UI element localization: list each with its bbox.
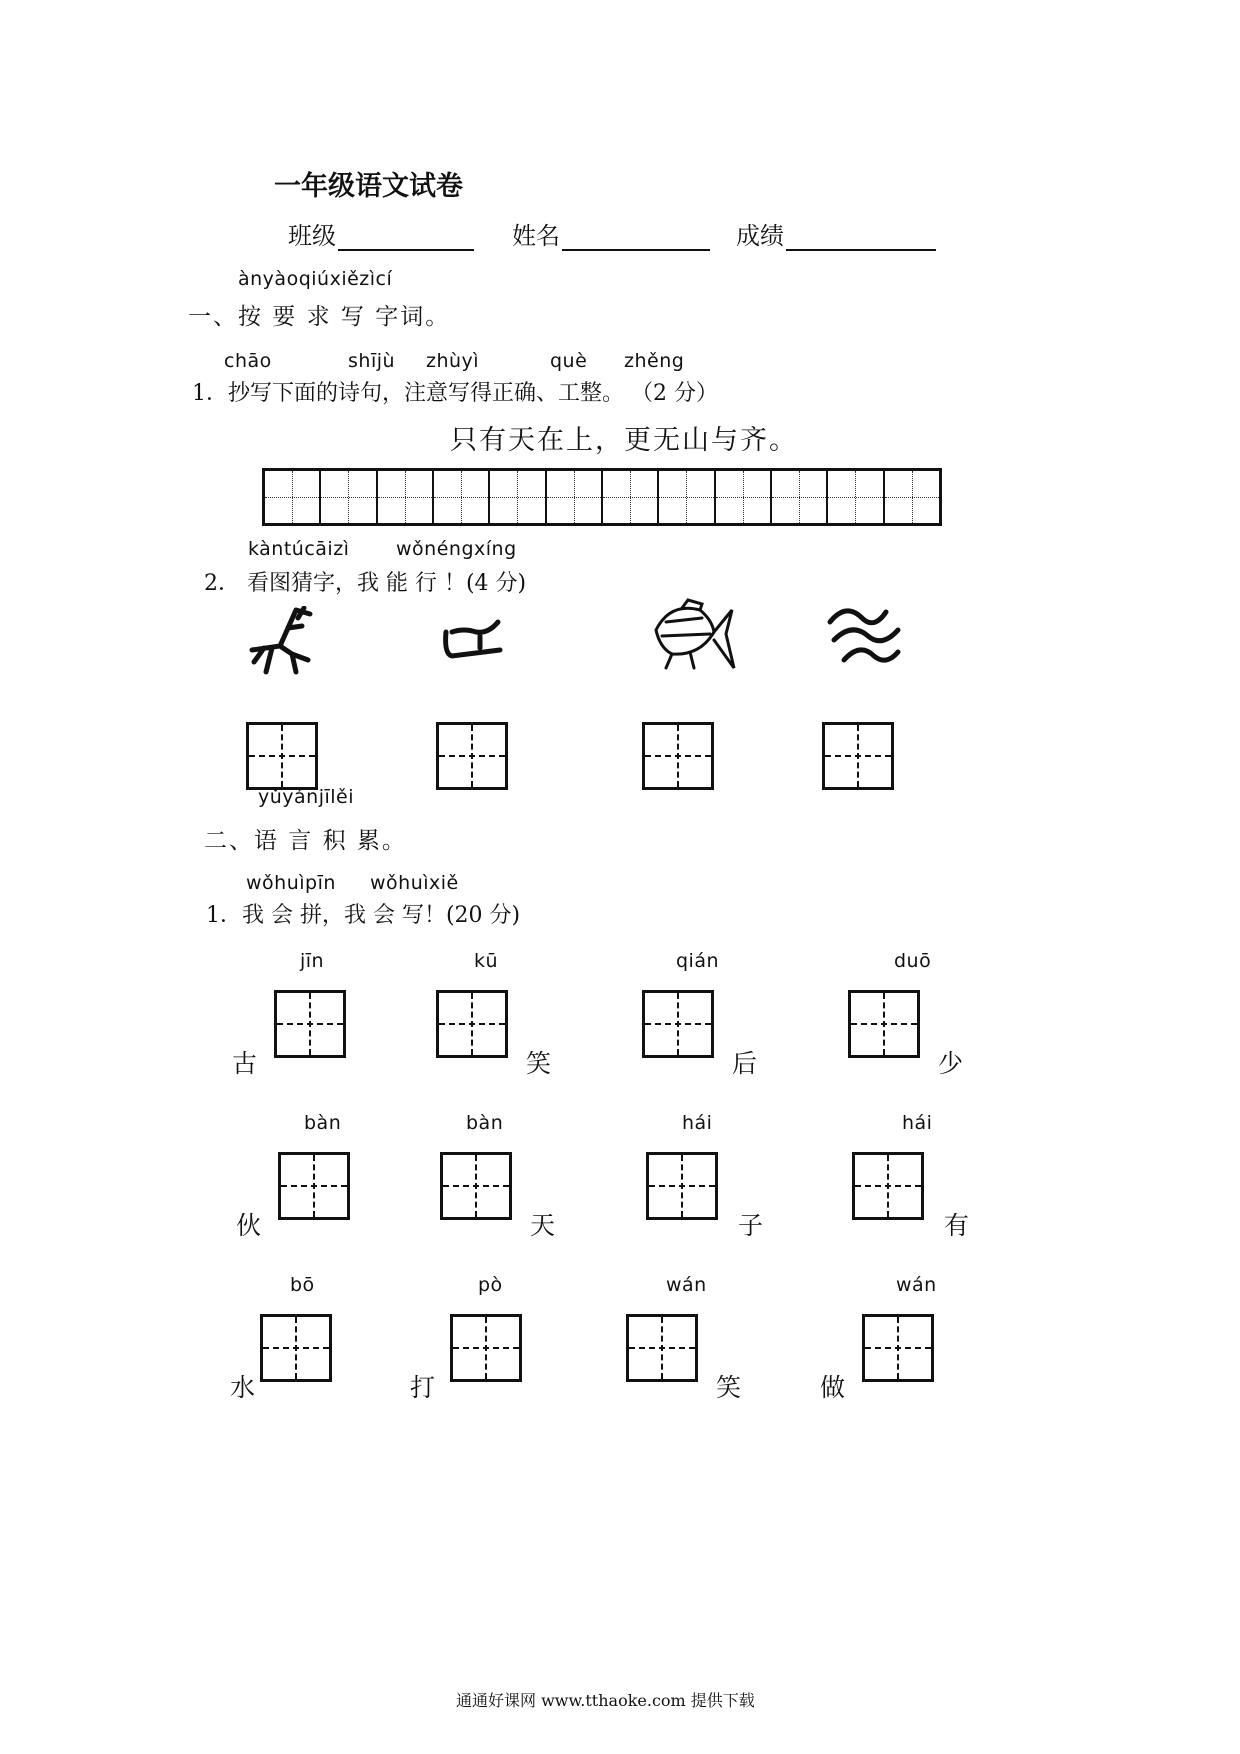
row2-box-4[interactable] bbox=[852, 1152, 924, 1220]
row1-pinyin-3: qián bbox=[676, 950, 720, 972]
s2q1-text: 1．我 会 拼，我 会 写！(20 分) bbox=[206, 903, 521, 928]
row3-char-3: 笑 bbox=[716, 1373, 742, 1402]
row2-box-3[interactable] bbox=[646, 1152, 718, 1220]
q1-pinyin-3: zhùyì bbox=[426, 350, 480, 372]
row3-pinyin-1: bō bbox=[290, 1274, 315, 1296]
q2-pinyin-2: wǒnéngxíng bbox=[396, 538, 517, 560]
q1-pinyin-1: chāo bbox=[224, 350, 272, 372]
row3-box-1[interactable] bbox=[260, 1314, 332, 1382]
row3-pinyin-2: pò bbox=[478, 1274, 503, 1296]
row1-char-3: 后 bbox=[732, 1049, 758, 1078]
q1-text: 1．抄写下面的诗句，注意写得正确、工整。 （2 分） bbox=[192, 381, 718, 406]
row1-char-1: 古 bbox=[232, 1049, 258, 1078]
grid-cell[interactable] bbox=[321, 471, 377, 523]
section2-heading: 二、语 言 积 累。 bbox=[204, 828, 407, 854]
row3-box-3[interactable] bbox=[626, 1314, 698, 1382]
row2-pinyin-2: bàn bbox=[466, 1112, 504, 1134]
name-field[interactable] bbox=[512, 216, 710, 251]
row1-char-4: 少 bbox=[938, 1049, 964, 1078]
row3-char-2: 打 bbox=[410, 1373, 436, 1402]
row1-pinyin-1: jīn bbox=[300, 950, 325, 972]
class-blank[interactable] bbox=[338, 225, 474, 251]
fish-pictograph-icon bbox=[652, 596, 736, 672]
section2-pinyin: yǔyánjīlěi bbox=[258, 786, 355, 808]
row3-char-4: 做 bbox=[820, 1373, 846, 1402]
answer-box-4[interactable] bbox=[822, 722, 894, 790]
q1-pinyin-4: què bbox=[550, 350, 588, 372]
q1-pinyin-2: shījù bbox=[348, 350, 396, 372]
deer-pictograph-icon bbox=[244, 606, 324, 680]
footer-text: 通通好课网 www.tthaoke.com 提供下载 bbox=[456, 1691, 755, 1710]
name-blank[interactable] bbox=[562, 225, 710, 251]
row3-pinyin-3: wán bbox=[666, 1274, 707, 1296]
class-label: 班级 bbox=[288, 222, 336, 250]
page-title: 一年级语文试卷 bbox=[274, 171, 463, 202]
row1-box-3[interactable] bbox=[642, 990, 714, 1058]
grid-cell[interactable] bbox=[547, 471, 603, 523]
row1-char-2: 笑 bbox=[526, 1049, 552, 1078]
row2-char-2: 天 bbox=[530, 1211, 556, 1240]
class-field[interactable] bbox=[288, 216, 474, 251]
section1-pinyin: ànyàoqiúxiězìcí bbox=[238, 268, 393, 290]
grid-cell[interactable] bbox=[772, 471, 828, 523]
water-pictograph-icon bbox=[826, 606, 902, 668]
poem-line: 只有天在上，更无山与齐。 bbox=[450, 425, 798, 456]
s2q1-pinyin-2: wǒhuìxiě bbox=[370, 872, 459, 894]
row2-pinyin-4: hái bbox=[902, 1112, 933, 1134]
copy-writing-grid[interactable] bbox=[262, 468, 942, 526]
grid-cell[interactable] bbox=[265, 471, 321, 523]
row3-char-1: 水 bbox=[230, 1373, 256, 1402]
grid-cell[interactable] bbox=[434, 471, 490, 523]
grid-cell[interactable] bbox=[490, 471, 546, 523]
name-label: 姓名 bbox=[512, 222, 560, 250]
row1-pinyin-4: duō bbox=[894, 950, 932, 972]
answer-box-3[interactable] bbox=[642, 722, 714, 790]
row2-pinyin-3: hái bbox=[682, 1112, 713, 1134]
grid-cell[interactable] bbox=[885, 471, 939, 523]
grid-cell[interactable] bbox=[603, 471, 659, 523]
s2q1-pinyin-1: wǒhuìpīn bbox=[246, 872, 336, 894]
grid-cell[interactable] bbox=[828, 471, 884, 523]
row2-char-3: 子 bbox=[738, 1211, 764, 1240]
score-label: 成绩 bbox=[736, 222, 784, 250]
q1-pinyin-5: zhěng bbox=[624, 350, 685, 372]
grid-cell[interactable] bbox=[659, 471, 715, 523]
section1-heading: 一、按 要 求 写 字词。 bbox=[188, 304, 451, 330]
grid-cell[interactable] bbox=[378, 471, 434, 523]
row2-char-1: 伙 bbox=[236, 1211, 262, 1240]
row2-char-4: 有 bbox=[944, 1211, 970, 1240]
row1-box-2[interactable] bbox=[436, 990, 508, 1058]
row1-box-1[interactable] bbox=[274, 990, 346, 1058]
answer-box-2[interactable] bbox=[436, 722, 508, 790]
row1-pinyin-2: kū bbox=[474, 950, 499, 972]
grid-cell[interactable] bbox=[716, 471, 772, 523]
row2-box-2[interactable] bbox=[440, 1152, 512, 1220]
row3-box-2[interactable] bbox=[450, 1314, 522, 1382]
row3-box-4[interactable] bbox=[862, 1314, 934, 1382]
row2-pinyin-1: bàn bbox=[304, 1112, 342, 1134]
row1-box-4[interactable] bbox=[848, 990, 920, 1058]
horse-pictograph-icon bbox=[440, 614, 512, 668]
row3-pinyin-4: wán bbox=[896, 1274, 937, 1296]
row2-box-1[interactable] bbox=[278, 1152, 350, 1220]
score-field[interactable] bbox=[736, 216, 936, 251]
q2-pinyin-1: kàntúcāizì bbox=[248, 538, 350, 560]
q2-text: 2． 看图猜字，我 能 行 ！(4 分) bbox=[204, 571, 527, 596]
answer-box-1[interactable] bbox=[246, 722, 318, 790]
score-blank[interactable] bbox=[786, 225, 936, 251]
